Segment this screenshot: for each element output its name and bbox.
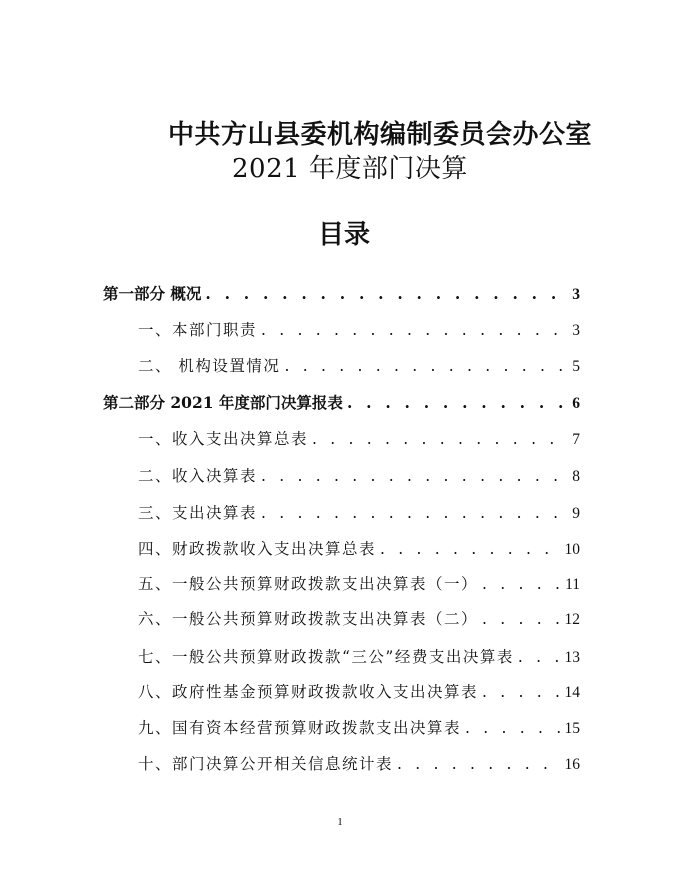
toc-heading: 目录	[318, 220, 371, 250]
toc-entry-page: 3	[572, 286, 580, 303]
toc-leader-dots	[261, 467, 568, 485]
toc-leader-dots	[261, 504, 568, 522]
toc-entry[interactable]	[138, 427, 580, 451]
toc-entry-label: 第二部分 2021 年度部门决算报表	[103, 393, 343, 412]
toc-entry-label: 七、一般公共预算财政拨款“三公”经费支出决算表	[138, 648, 514, 666]
toc-entry-part1[interactable]	[103, 282, 580, 306]
toc-entry-label: 八、政府性基金预算财政拨款收入支出决算表	[138, 683, 479, 701]
toc-entry-label: 一、本部门职责	[138, 321, 258, 339]
toc-entry[interactable]	[138, 354, 580, 378]
toc-entry-label: 一、收入支出决算总表	[138, 430, 309, 448]
toc-entry-label: 第一部分 概况	[103, 284, 202, 303]
toc-entry-page: 6	[572, 395, 580, 412]
toc-leader-dots	[465, 719, 560, 737]
toc-entry-label: 四、财政拨款收入支出决算总表	[138, 540, 377, 558]
toc-entry[interactable]	[138, 752, 580, 776]
toc-leader-dots	[380, 540, 560, 558]
toc-leader-dots	[205, 284, 568, 303]
toc-entry-label: 十、部门决算公开相关信息统计表	[138, 755, 394, 773]
toc-entry-page: 13	[564, 649, 580, 666]
toc-entry-label: 六、一般公共预算财政拨款支出决算表（二）	[138, 610, 479, 628]
toc-entry[interactable]	[138, 537, 580, 561]
toc-leader-dots	[482, 610, 560, 628]
toc-entry-label: 五、一般公共预算财政拨款支出决算表（一）	[138, 575, 479, 593]
toc-entry[interactable]	[138, 464, 580, 488]
toc-entry-page: 12	[564, 611, 580, 628]
toc-entry[interactable]	[138, 501, 580, 525]
toc-entry[interactable]	[138, 607, 580, 631]
toc-entry-page: 8	[572, 468, 580, 485]
toc-entry-part2[interactable]	[103, 391, 580, 415]
toc-entry[interactable]	[138, 645, 580, 669]
toc-entry-page: 10	[564, 541, 580, 558]
toc-entry-label: 三、支出决算表	[138, 504, 258, 522]
toc-entry[interactable]	[138, 572, 580, 596]
toc-leader-dots	[312, 430, 568, 448]
toc-entry-page: 16	[564, 756, 580, 773]
toc-leader-dots	[284, 357, 568, 375]
toc-leader-dots	[261, 321, 568, 339]
toc-entry[interactable]	[138, 318, 580, 342]
toc-entry-page: 9	[572, 505, 580, 522]
toc-entry[interactable]	[138, 716, 580, 740]
toc-entry-page: 7	[572, 431, 580, 448]
toc-leader-dots	[482, 683, 560, 701]
toc-entry[interactable]	[138, 680, 580, 704]
toc-entry-page: 5	[572, 358, 580, 375]
toc-entry-page: 11	[565, 576, 580, 593]
toc-entry-label: 九、国有资本经营预算财政拨款支出决算表	[138, 719, 462, 737]
toc-leader-dots	[397, 755, 560, 773]
toc-entry-label: 二、 机构设置情况	[138, 357, 281, 375]
document-subtitle: 2021 年度部门决算	[232, 154, 468, 184]
toc-leader-dots	[518, 648, 561, 666]
toc-entry-page: 14	[564, 684, 580, 701]
toc-entry-page: 15	[564, 720, 580, 737]
toc-leader-dots	[347, 393, 568, 412]
page-number: 1	[337, 816, 343, 828]
toc-entry-page: 3	[572, 322, 580, 339]
document-title: 中共方山县委机构编制委员会办公室	[168, 120, 593, 150]
toc-entry-label: 二、收入决算表	[138, 467, 258, 485]
toc-leader-dots	[482, 575, 561, 593]
